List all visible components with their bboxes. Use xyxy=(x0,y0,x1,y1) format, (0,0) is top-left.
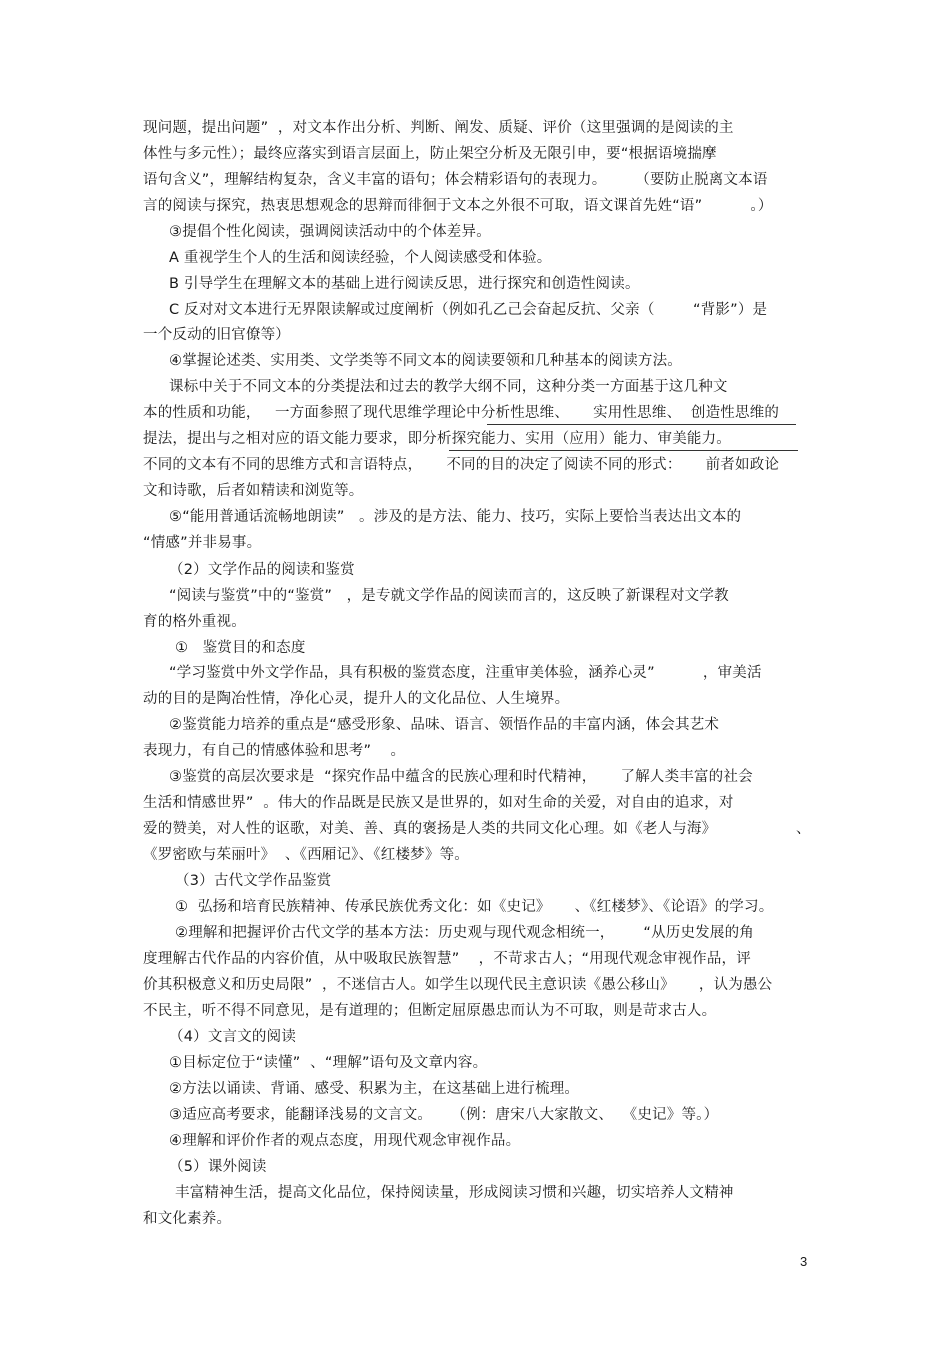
text-line: A 重视学生个人的生活和阅读经验，个人阅读感受和体验。 xyxy=(169,250,552,266)
text-line: 生活和情感世界” 。伟大的作品既是民族又是世界的，如对生命的关爱，对自由的追求，对 xyxy=(143,795,734,811)
section-heading: （2）文学作品的阅读和鉴赏 xyxy=(169,562,355,578)
text-line: ④掌握论述类、实用类、文学类等不同文本的阅读要领和几种基本的阅读方法。 xyxy=(169,353,682,369)
text-line: “阅读与鉴赏”中的“鉴赏” ，是专就文学作品的阅读而言的，这反映了新课程对文学教 xyxy=(169,588,729,604)
text-line: ③适应高考要求，能翻译浅易的文言文。 （例：唐宋八大家散文、 《史记》等。） xyxy=(169,1107,719,1123)
text-line: 丰富精神生活，提高文化品位，保持阅读量，形成阅读习惯和兴趣，切实培养人文精神 xyxy=(175,1185,734,1201)
text-line: 言的阅读与探究，热衷思想观念的思辩而徘徊于文本之外很不可取，语文课首先姓“语” 。） xyxy=(143,198,773,214)
text-line: ④理解和评价作者的观点态度，用现代观念审视作品。 xyxy=(169,1133,521,1149)
text-line: C 反对对文本进行无界限读解或过度阐析（例如孔乙己会奋起反抗、父亲（ “背影”）是 xyxy=(169,302,768,318)
page-number: 3 xyxy=(800,1254,808,1269)
text-line: ③鉴赏的高层次要求是 “探究作品中蕴含的民族心理和时代精神， 了解人类丰富的社会 xyxy=(169,769,753,785)
text-line: B 引导学生在理解文本的基础上进行阅读反思，进行探究和创造性阅读。 xyxy=(169,276,640,292)
text-line: ②鉴赏能力培养的重点是“感受形象、品味、语言、领悟作品的丰富内涵，体会其艺术 xyxy=(169,717,720,733)
text-line: 爱的赞美，对人性的讴歌，对美、善、真的褒扬是人类的共同文化心理。如《老人与海》 xyxy=(143,821,717,837)
text-line: 《罗密欧与茱丽叶》 、《西厢记》、《红楼梦》等。 xyxy=(143,847,469,863)
section-heading: （5）课外阅读 xyxy=(169,1159,267,1175)
text-line-underlined: 本的性质和功能， 一方面参照了现代思维学理论中分析性思维、 实用性思维、 创造性思维的 xyxy=(143,405,780,421)
text-line: 度理解古代作品的内容价值，从中吸取民族智慧” ，不苛求古人；“用现代观念审视作品，评 xyxy=(143,951,751,967)
text-line: 一个反动的旧官僚等） xyxy=(143,327,290,343)
underline-rule xyxy=(449,450,798,451)
text-line-fragment: 、 xyxy=(796,821,811,837)
text-line: 动的目的是陶冶性情，净化心灵，提升人的文化品位、人生境界。 xyxy=(143,691,570,707)
text-line: 文和诗歌，后者如精读和浏览等。 xyxy=(143,483,364,499)
text-line: ①目标定位于“读懂” 、“理解”语句及文章内容。 xyxy=(169,1055,488,1071)
text-line: 课标中关于不同文本的分类提法和过去的教学大纲不同，这种分类一方面基于这几种文 xyxy=(169,379,728,395)
subsection-heading: ① 鉴赏目的和态度 xyxy=(175,640,306,656)
text-line: 和文化素养。 xyxy=(143,1211,232,1227)
text-line: ⑤“能用普通话流畅地朗读” 。涉及的是方法、能力、技巧，实际上要恰当表达出文本的 xyxy=(169,509,742,525)
text-line: 体性与多元性）；最终应落实到语言层面上，防止架空分析及无限引申，要“根据语境揣摩 xyxy=(143,146,717,162)
text-line: ②理解和把握评价古代文学的基本方法：历史观与现代观念相统一， “从历史发展的角 xyxy=(175,925,754,941)
text-line: ③提倡个性化阅读，强调阅读活动中的个体差异。 xyxy=(169,224,491,240)
text-line: “情感”并非易事。 xyxy=(143,535,262,551)
text-line: 语句含义”，理解结构复杂，含义丰富的语句；体会精彩语句的表现力。 （要防止脱离文本语 xyxy=(143,172,768,188)
text-line: 价其积极意义和历史局限” ，不迷信古人。如学生以现代民主意识读《愚公移山》 ，认为愚公 xyxy=(143,977,773,993)
text-line: ②方法以诵读、背诵、感受、积累为主，在这基础上进行梳理。 xyxy=(169,1081,580,1097)
text-line: 育的格外重视。 xyxy=(143,614,246,630)
underline-rule xyxy=(487,424,796,425)
text-line-underlined: 提法，提出与之相对应的语文能力要求，即分析探究能力、实用（应用）能力、审美能力。 xyxy=(143,431,731,447)
section-heading: （4）文言文的阅读 xyxy=(169,1029,297,1045)
text-line: 不同的文本有不同的思维方式和言语特点， 不同的目的决定了阅读不同的形式： 前者如政论 xyxy=(143,457,780,473)
text-line: ① 弘扬和培育民族精神、传承民族优秀文化：如《史记》 、《红楼梦》、《论语》的学习。 xyxy=(175,899,774,915)
text-line: 不民主，听不得不同意见，是有道理的；但断定屈原愚忠而认为不可取，则是苛求古人。 xyxy=(143,1003,717,1019)
section-heading: （3）古代文学作品鉴赏 xyxy=(175,873,332,889)
text-line: 现问题，提出问题” ，对文本作出分析、判断、阐发、质疑、评价（这里强调的是阅读的主 xyxy=(143,120,734,136)
text-line: “学习鉴赏中外文学作品，具有积极的鉴赏态度，注重审美体验，涵养心灵” ，审美活 xyxy=(169,665,762,681)
text-line: 表现力，有自己的情感体验和思考” 。 xyxy=(143,743,406,759)
